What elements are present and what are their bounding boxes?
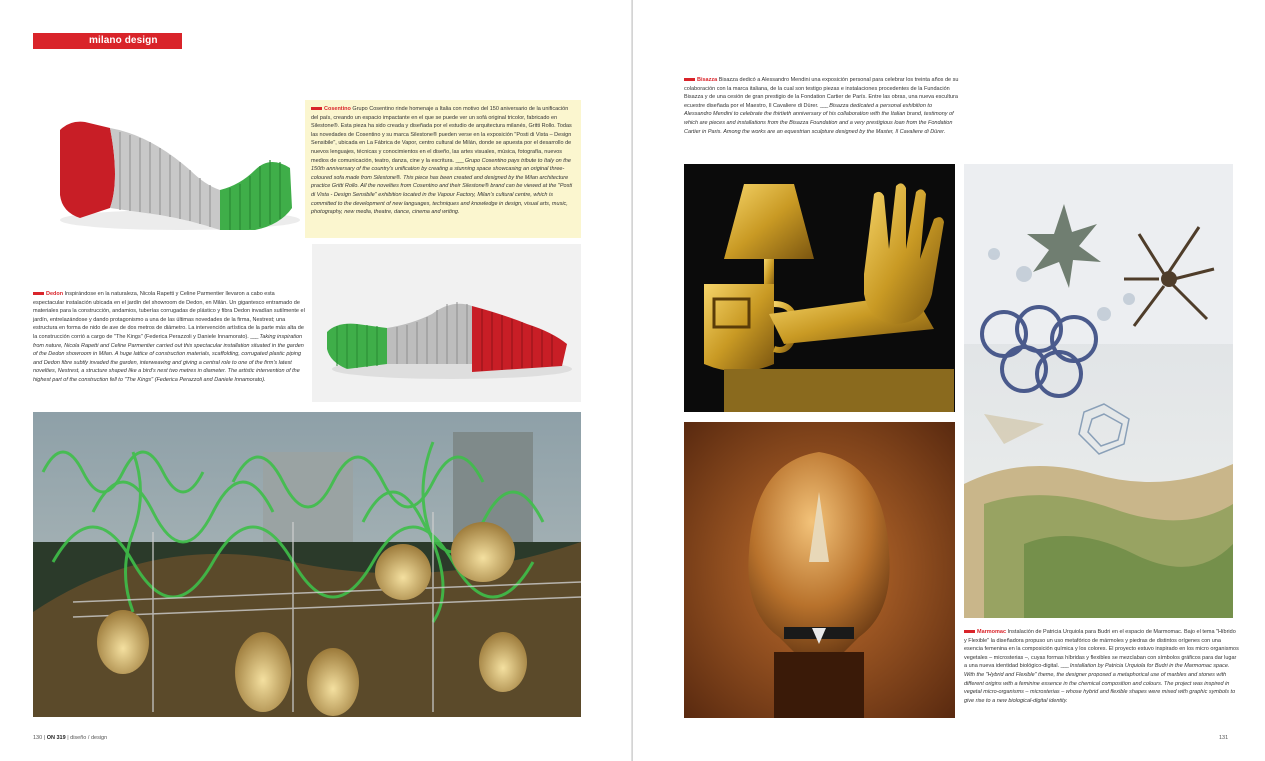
section-header-label: milano design week xyxy=(89,35,158,62)
left-footer xyxy=(33,735,107,741)
dedon-lead: Dedon xyxy=(33,291,63,297)
marmomac-installation-photo xyxy=(964,164,1233,618)
bisazza-separator: ___ xyxy=(820,102,828,109)
cosentino-sofa-photo xyxy=(40,100,302,240)
bisazza-text xyxy=(684,76,960,136)
cosentino-separator: ___ xyxy=(455,157,464,164)
footer-section: diseño / design xyxy=(70,735,108,741)
dedon-installation-photo xyxy=(33,412,581,717)
dedon-english: Taking inspiration from nature, Nicola Rapetti and Celine Parmentier carried out this spectacular installation situated in the garden of the Dedon showroom in Milan. A huge lattice of construction materials, scaffolding, corrugated plastic piping and Dedon fibre subtly invaded the garden, interweaving and giving a central role to one of the firm's latest novelties, Nestrest, a structure shaped like a bird's nest two metres in diameter. The artistic intervention of the highest part of the construction fell to "The Kings" (Federica Perazzoli and Daniele Innamorato). xyxy=(33,333,304,383)
footer-divider: | xyxy=(43,735,46,741)
cosentino-lead: Cosentino xyxy=(311,106,351,112)
right-page xyxy=(633,0,1265,761)
bisazza-english: Bisazza dedicated a personal exhibition to Alessandro Mendini to celebrate the thirtieth anniversary of his collaboration with the Italian brand, testimony of which are pieces and installations from the Bisazza Foundation and a very prestigious loan from the Fondation Cartier in Paris. Among the works are an equestrian sculpture designed by the Master, Il Cavaliere di Dürer. xyxy=(684,102,954,135)
marmomac-separator: ___ xyxy=(1060,663,1069,670)
right-page-number: 131 xyxy=(1219,735,1229,741)
right-footer xyxy=(1219,735,1228,741)
marmomac-english: Installation by Patricia Urquiola for Budri in the Marmomac space. With the "Hybrid and Flexible" theme, the designer proposed a metaphorical use of marbles and stones with different origins with a feminine essence in the chemical composition and colours. The project was inspired in vegetal micro-organisms – microsterias – whose hybrid and flexible shapes were mixed with graphic symbols to give rise to a new biological-digital identity. xyxy=(964,663,1236,704)
dedon-separator: ___ xyxy=(250,333,258,340)
magazine-issue: ON 319 xyxy=(46,735,66,741)
cosentino-spanish: Grupo Cosentino rinde homenaje a Italia con motivo del 150 aniversario de la unificación del país, creando un espacio impactante en el que se puede ver un sofá original tricolor, fabricado en Silestone®. Esta pieza ha sido creada y diseñada por el estudio de arquitectura milanés, Gritti Rollo. Todas las novedades de Cosentino y su marca Silestone® pueden verse en la exposición "Posti di Vista – Design Sensibile", ubicada en La Fábrica de Vapor, centro cultural de Milán, donde se apuesta por el desarrollo de nuevos lenguajes, técnicas y conocimientos en el diseño, las artes visuales, música, fotografía, nuevos medios de comunicación, teatro, danza, cine y la escritura. xyxy=(311,106,572,164)
footer-divider: | xyxy=(67,735,69,741)
sofa-photo-grey xyxy=(312,244,581,402)
bisazza-lead: Bisazza xyxy=(684,77,717,83)
section-header xyxy=(33,33,182,62)
marmomac-lead: Marmomac xyxy=(964,629,1006,635)
cosentino-english: Grupo Cosentino pays tribute to Italy on the 150th anniversary of the country's unification by creating a stunning space showcasing an original three-coloured sofa made from Silestone®. This piece has been created and designed by the Milan architecture practice Gritti Rollo. All the novelties from Cosentino and their Silestone® brand can be viewed at the "Posti di Vista - Design Sensibile" exhibition located in the Vapour Factory, Milan's cultural centre, which is committed to the development of new languages, techniques and knowledge in design, visual arts, music, photography, new media, theatre, dance, cinema and writing. xyxy=(311,157,573,216)
bisazza-gold-objects-photo xyxy=(684,164,955,412)
dedon-text xyxy=(33,290,305,385)
marmomac-text xyxy=(964,628,1240,705)
left-page-number: 130 xyxy=(33,735,43,741)
bisazza-spanish: Bisazza dedicó a Alessandro Mendini una exposición personal para celebrar los treinta años de su colaboración con la marca italiana, de la cual son testigo piezas e instalaciones procedentes de la Fundación Bisazza y de una cesión de gran prestigio de la Fondation Cartier de París. Entre las obras, una nueva escultura ecuestre diseñada por el Maestro, Il Cavaliere di Dürer. xyxy=(684,77,959,109)
cosentino-text xyxy=(305,100,581,238)
left-page xyxy=(0,0,632,761)
marmomac-spanish: Instalación de Patricia Urquiola para Budri en el espacio de Marmomac. Bajo el tema "Híbrido y Flexible" la diseñadora propuso un uso metafórico de mármoles y piedras de distintos orígenes con una esencia femenina en la composición química y los colores. El proyecto estuvo inspirado en los micro organismos vegetales – microsterias –, cuyas formas híbridas y flexibles se mezclaban con símbolos gráficos para dar lugar a una nueva identidad biológico-digital. xyxy=(964,629,1239,670)
dedon-spanish: Inspirándose en la naturaleza, Nicola Rapetti y Celine Parmentier llevaron a cabo esta espectacular instalación ubicada en el jardín del showroom de Dedon, en Milán. Un gigantesco entramado de materiales para la construcción, andamios, tuberías corrugadas de plástico y fibra Dedon invadían sutilmente el jardín, entrelazándose y dando protagonismo a una de las últimas novedades de la firma, Nestrest; una estructura en forma de nido de ave de dos metros de diámetro. La intervención artística de la parte más alta de la construcción corrió a cargo de "The Kings" (Federica Perazzoli y Daniele Innamorato). xyxy=(33,291,305,340)
bisazza-mosaic-head-photo xyxy=(684,422,955,718)
